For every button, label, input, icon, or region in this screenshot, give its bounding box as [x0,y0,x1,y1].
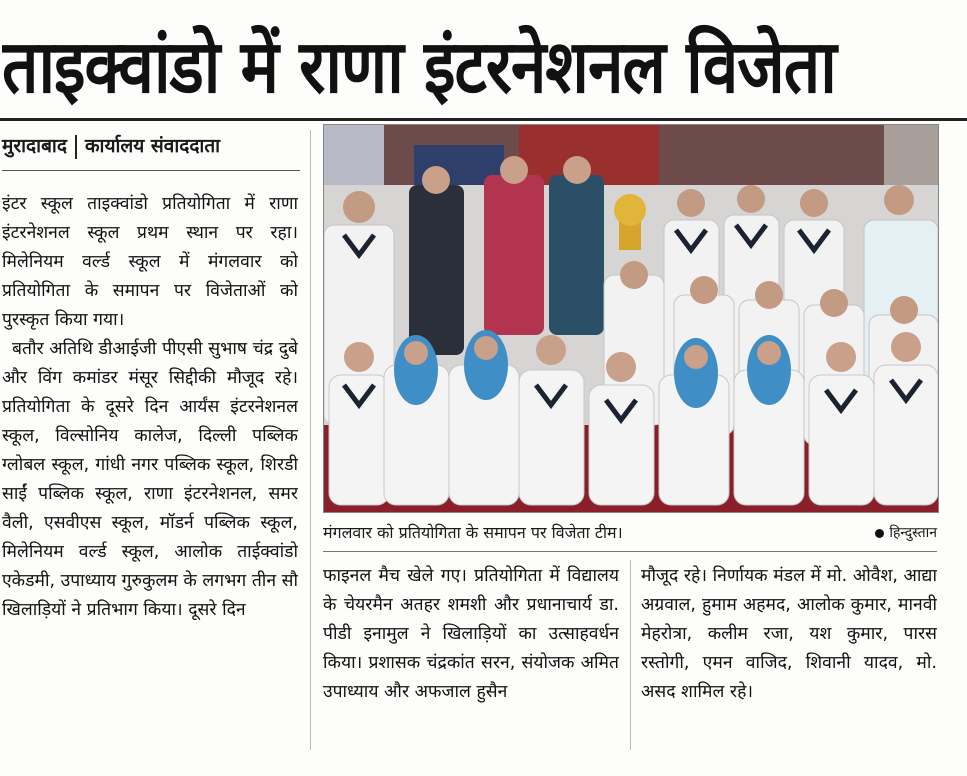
team-photo [323,124,939,513]
article-paragraph: इंटर स्कूल ताइक्वांडो प्रतियोगिता में राणा इंटरनेशनल स्कूल प्रथम स्थान पर रहा। मिलेनियम वर्ल्ड स्कूल में मंगलवार को प्रतियोगिता के समापन पर विजेताओं को पुरस्कृत किया गया। [2,194,298,330]
headline-divider [0,118,967,121]
article-paragraph: बतौर अतिथि डीआईजी पीएसी सुभाष चंद्र दुबे और विंग कमांडर मंसूर सिद्दीकी मौजूद रहे। प्रतियोगिता के दूसरे दिन आर्यंस इंटरनेशनल स्कूल, विल्सोनिय कालेज, दिल्ली पब्लिक ग्लोबल स्कूल, गांधी नगर पब्लिक स्कूल, शिरडी साईं पब्लिक स्कूल, राणा इंटरनेशनल, समर वैली, एसवीएस स्कूल, मॉडर्न पब्लिक स्कूल, मिलेनियम वर्ल्ड स्कूल, आलोक ताईक्वांडो एकेडमी, उपाध्याय गुरुकुलम के लगभग तीन सौ खिलाड़ियों ने प्रतिभाग किया। दूसरे दिन [2,339,298,620]
credit-text: हिन्दुस्तान [889,525,937,541]
dateline-byline: कार्यालय संवाददाता [84,135,221,157]
dateline-divider [2,170,300,171]
dateline-separator [75,135,77,159]
photo-credit [875,518,937,548]
photo-caption [323,518,937,548]
credit-bullet-icon [875,529,884,538]
article-column-2 [323,562,619,752]
caption-text: मंगलवार को प्रतियोगिता के समापन पर विजेता टीम। [323,523,623,542]
team-photo-illustration [324,125,938,512]
article-paragraph: मौजूद रहे। निर्णायक मंडल में मो. ओवैश, आद्या अग्रवाल, हुमाम अहमद, आलोक कुमार, मानवी मेहरोत्रा, कलीम रजा, यश कुमार, पारस रस्तोगी, एमन वाजिद, शिवानी यादव, मो. असद शामिल रहे। [641,566,937,702]
article-column-1 [2,190,298,750]
caption-divider [323,551,937,552]
article-column-3 [641,562,937,752]
headline: ताइक्वांडो में राणा इंटरनेशनल विजेता [2,25,836,111]
dateline [2,130,302,162]
column-divider [630,560,631,750]
column-divider [310,130,311,750]
article-paragraph: फाइनल मैच खेले गए। प्रतियोगिता में विद्यालय के चेयरमैन अतहर शमशी और प्रधानाचार्य डा. पीडी इनामुल ने खिलाड़ियों का उत्साहवर्धन किया। प्रशासक चंद्रकांत सरन, संयोजक अमित उपाध्याय और अफजाल हुसैन [323,566,619,702]
dateline-place: मुरादाबाद [2,135,67,157]
